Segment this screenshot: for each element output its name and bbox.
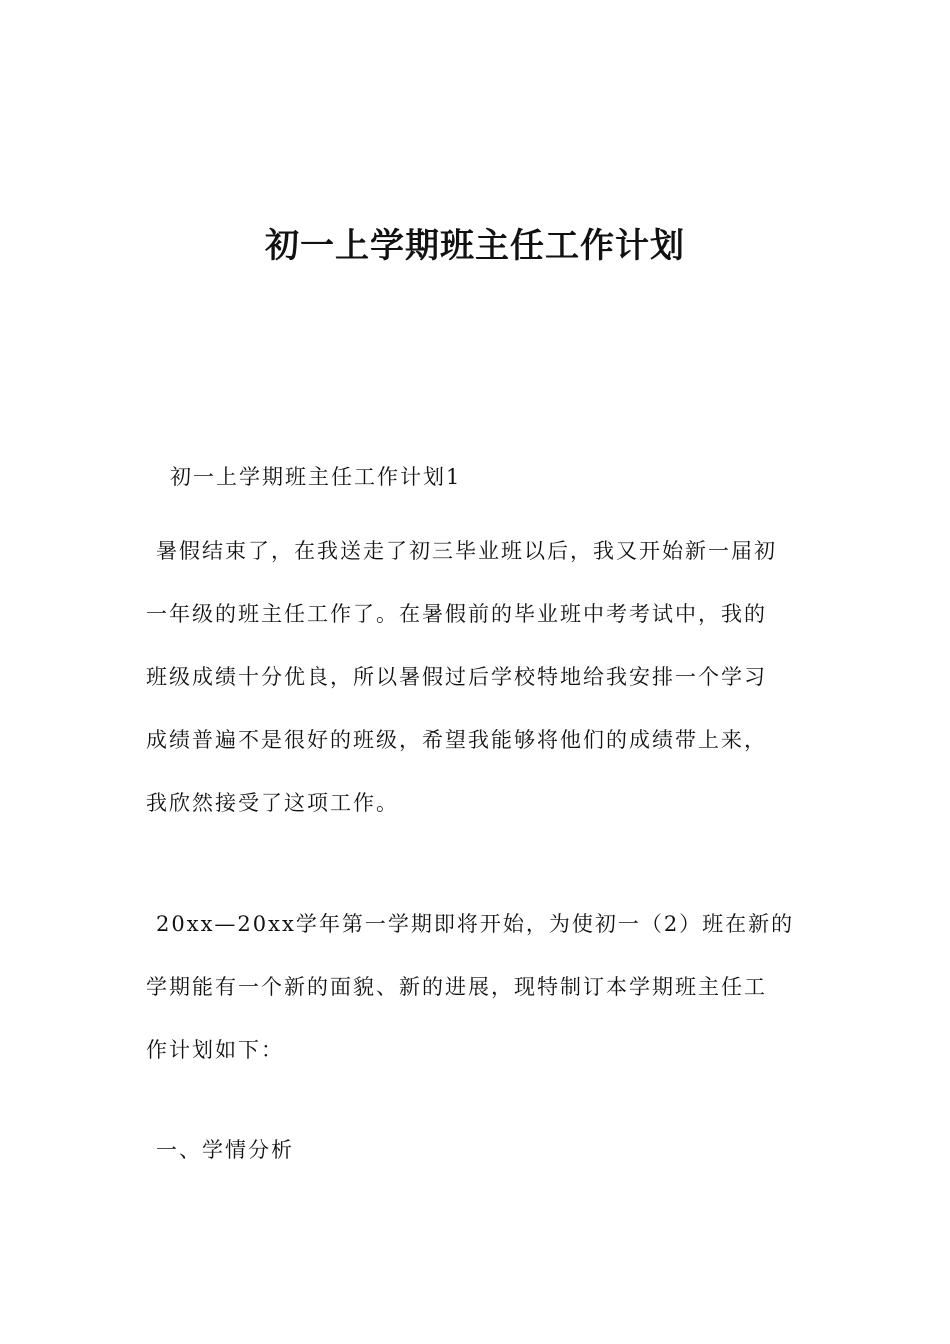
document-title: 初一上学期班主任工作计划 [265,226,685,266]
paragraph-line: 作计划如下： [146,1038,284,1062]
paragraph-line: 我欣然接受了这项工作。 [146,791,399,815]
subtitle-text: 初一上学期班主任工作计划1 [170,465,462,489]
document-subtitle [146,446,830,509]
paragraph-line: 学期能有一个新的面貌、新的进展，现特制订本学期班主任工 [146,975,767,999]
paragraph-line: 20xx—20xx学年第一学期即将开始，为使初一（2）班在新的 [156,912,795,936]
paragraph-line: 暑假结束了，在我送走了初三毕业班以后，我又开始新一届初 [156,539,777,563]
paragraph-plan [146,893,806,1082]
paragraph-intro [146,520,806,835]
paragraph-line: 成绩普遍不是很好的班级，希望我能够将他们的成绩带上来， [146,728,767,752]
section-heading-text: 一、学情分析 [156,1138,294,1162]
paragraph-line: 班级成绩十分优良，所以暑假过后学校特地给我安排一个学习 [146,665,767,689]
section-heading [146,1119,806,1182]
paragraph-line: 一年级的班主任工作了。在暑假前的毕业班中考考试中，我的 [146,602,767,626]
